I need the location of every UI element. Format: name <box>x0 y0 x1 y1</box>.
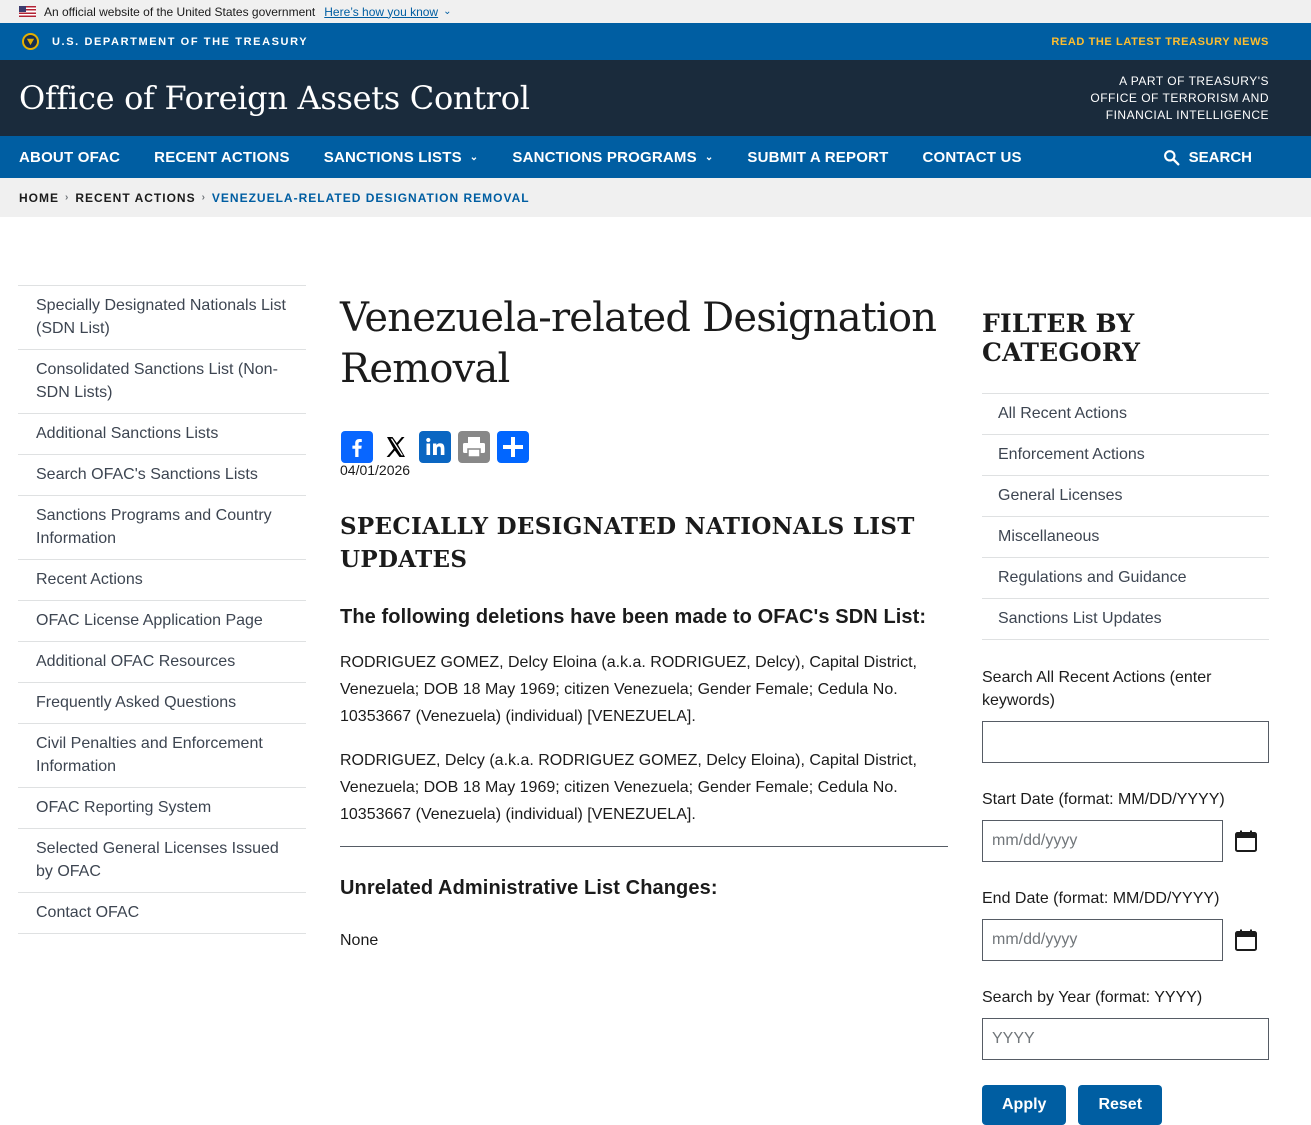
facebook-share-button[interactable] <box>340 430 373 463</box>
linkedin-icon <box>419 431 451 463</box>
sdn-entry: RODRIGUEZ GOMEZ, Delcy Eloina (a.k.a. RODRIGUEZ, Delcy), Capital District, Venezuela; DOB 18 May 1969; citizen Venezuela; Gender Female; Cedula No. 10353667 (Venezuela) (individual) [VENEZUELA]. <box>340 654 917 725</box>
unrelated-text: None <box>340 932 379 949</box>
search-label: SEARCH <box>1188 148 1252 166</box>
sidebar-item-additional-lists[interactable]: Additional Sanctions Lists <box>18 414 306 455</box>
filter-buttons <box>982 1085 1269 1125</box>
nav-submit-report[interactable] <box>747 149 888 166</box>
search-icon <box>1163 149 1180 166</box>
category-sanctions-list-updates[interactable]: Sanctions List Updates <box>982 599 1269 640</box>
breadcrumb-home[interactable]: HOME <box>19 190 59 205</box>
nav-label: RECENT ACTIONS <box>154 148 290 166</box>
page-title: Venezuela-related Designation Removal <box>340 295 937 392</box>
how-you-know-link[interactable]: Here’s how you know <box>324 4 439 19</box>
nav-sanctions-lists[interactable] <box>324 149 479 166</box>
filter-sidebar <box>982 309 1269 1125</box>
sidebar-item-license-application[interactable]: OFAC License Application Page <box>18 601 306 642</box>
start-date-label: Start Date (format: MM/DD/YYYY) <box>982 791 1225 808</box>
share-icon <box>497 431 529 463</box>
share-bar <box>340 430 948 463</box>
article <box>340 293 948 950</box>
calendar-icon[interactable] <box>1235 929 1257 951</box>
sidebar-item-general-licenses[interactable]: Selected General Licenses Issued by OFAC <box>18 829 306 893</box>
facebook-icon <box>341 431 373 463</box>
sidebar-item-sdn-list[interactable]: Specially Designated Nationals List (SDN List) <box>18 286 306 350</box>
category-enforcement-actions[interactable]: Enforcement Actions <box>982 435 1269 476</box>
gov-banner <box>0 0 1311 23</box>
treasury-news-link[interactable]: READ THE LATEST TREASURY NEWS <box>1051 35 1269 48</box>
sidebar-item-reporting-system[interactable]: OFAC Reporting System <box>18 788 306 829</box>
share-button[interactable] <box>496 430 529 463</box>
sidebar-item-recent-actions[interactable]: Recent Actions <box>18 560 306 601</box>
chevron-down-icon: ⌄ <box>704 151 714 163</box>
category-list <box>982 393 1269 640</box>
nav-label: CONTACT US <box>922 148 1022 166</box>
nav-recent-actions[interactable] <box>154 149 290 166</box>
treasury-bar <box>0 23 1311 60</box>
apply-button[interactable]: Apply <box>982 1085 1066 1125</box>
header-subtitle <box>1090 73 1269 124</box>
linkedin-share-button[interactable] <box>418 430 451 463</box>
section-heading: SPECIALLY DESIGNATED NATIONALS LIST UPDATES <box>340 513 915 573</box>
unrelated-heading: Unrelated Administrative List Changes: <box>340 877 718 899</box>
chevron-right-icon: › <box>201 192 206 203</box>
print-button[interactable] <box>457 430 490 463</box>
publish-date: 04/01/2026 <box>340 462 411 478</box>
treasury-seal-icon[interactable] <box>22 33 39 50</box>
nav-sanctions-programs[interactable] <box>512 149 713 166</box>
gov-banner-text: An official website of the United States government <box>44 4 316 19</box>
nav-about-ofac[interactable] <box>19 149 120 166</box>
print-icon <box>458 431 490 463</box>
category-all-recent-actions[interactable]: All Recent Actions <box>982 394 1269 435</box>
sidebar-item-resources[interactable]: Additional OFAC Resources <box>18 642 306 683</box>
calendar-icon[interactable] <box>1235 830 1257 852</box>
page-content <box>0 217 1311 1113</box>
nav-label: SANCTIONS LISTS <box>323 148 462 166</box>
us-flag-icon <box>19 6 36 17</box>
site-title[interactable]: Office of Foreign Assets Control <box>19 79 530 117</box>
sidebar-nav <box>18 285 306 934</box>
chevron-right-icon: › <box>65 192 70 203</box>
header-subtitle-line: OFFICE OF TERRORISM AND <box>1090 90 1269 105</box>
year-input[interactable] <box>982 1018 1269 1060</box>
reset-button[interactable]: Reset <box>1078 1085 1162 1125</box>
keyword-search-label: Search All Recent Actions (enter keywords) <box>982 669 1212 709</box>
nav-label: ABOUT OFAC <box>19 148 121 166</box>
end-date-input[interactable] <box>982 919 1223 961</box>
breadcrumb-recent-actions[interactable]: RECENT ACTIONS <box>75 190 196 205</box>
search-button[interactable] <box>1163 136 1252 178</box>
breadcrumb-current: VENEZUELA-RELATED DESIGNATION REMOVAL <box>211 190 530 205</box>
sidebar-item-search-lists[interactable]: Search OFAC's Sanctions Lists <box>18 455 306 496</box>
sidebar-item-consolidated-list[interactable]: Consolidated Sanctions List (Non-SDN Lists) <box>18 350 306 414</box>
category-regulations-guidance[interactable]: Regulations and Guidance <box>982 558 1269 599</box>
divider <box>340 846 948 847</box>
sidebar-item-programs[interactable]: Sanctions Programs and Country Information <box>18 496 306 560</box>
breadcrumb <box>0 178 1311 217</box>
x-share-button[interactable] <box>379 430 412 463</box>
nav-label: SANCTIONS PROGRAMS <box>512 148 697 166</box>
start-date-input[interactable] <box>982 820 1223 862</box>
nav-label: SUBMIT A REPORT <box>747 148 889 166</box>
nav-contact-us[interactable] <box>922 149 1021 166</box>
x-icon <box>380 431 412 463</box>
keyword-search-input[interactable] <box>982 721 1269 763</box>
treasury-department-link[interactable]: U.S. DEPARTMENT OF THE TREASURY <box>52 35 309 48</box>
sdn-entry: RODRIGUEZ, Delcy (a.k.a. RODRIGUEZ GOMEZ, Delcy Eloina), Capital District, Venezuela; DOB 18 May 1969; citizen Venezuela; Gender Female; Cedula No. 10353667 (Venezuela) (individual) [VENEZUELA]. <box>340 752 917 823</box>
chevron-down-icon: ⌄ <box>469 151 479 163</box>
site-header <box>0 60 1311 136</box>
chevron-down-icon[interactable]: ⌄ <box>443 6 452 17</box>
category-miscellaneous[interactable]: Miscellaneous <box>982 517 1269 558</box>
year-label: Search by Year (format: YYYY) <box>982 989 1203 1006</box>
sidebar-item-civil-penalties[interactable]: Civil Penalties and Enforcement Information <box>18 724 306 788</box>
header-subtitle-line: A PART OF TREASURY'S <box>1119 73 1269 88</box>
main-nav <box>0 136 1311 178</box>
end-date-label: End Date (format: MM/DD/YYYY) <box>982 890 1220 907</box>
deletions-heading: The following deletions have been made to OFAC's SDN List: <box>340 606 927 628</box>
sidebar-item-faq[interactable]: Frequently Asked Questions <box>18 683 306 724</box>
category-general-licenses[interactable]: General Licenses <box>982 476 1269 517</box>
sidebar-item-contact[interactable]: Contact OFAC <box>18 893 306 934</box>
filter-title: FILTER BY CATEGORY <box>982 309 1141 367</box>
header-subtitle-line: FINANCIAL INTELLIGENCE <box>1105 107 1269 122</box>
